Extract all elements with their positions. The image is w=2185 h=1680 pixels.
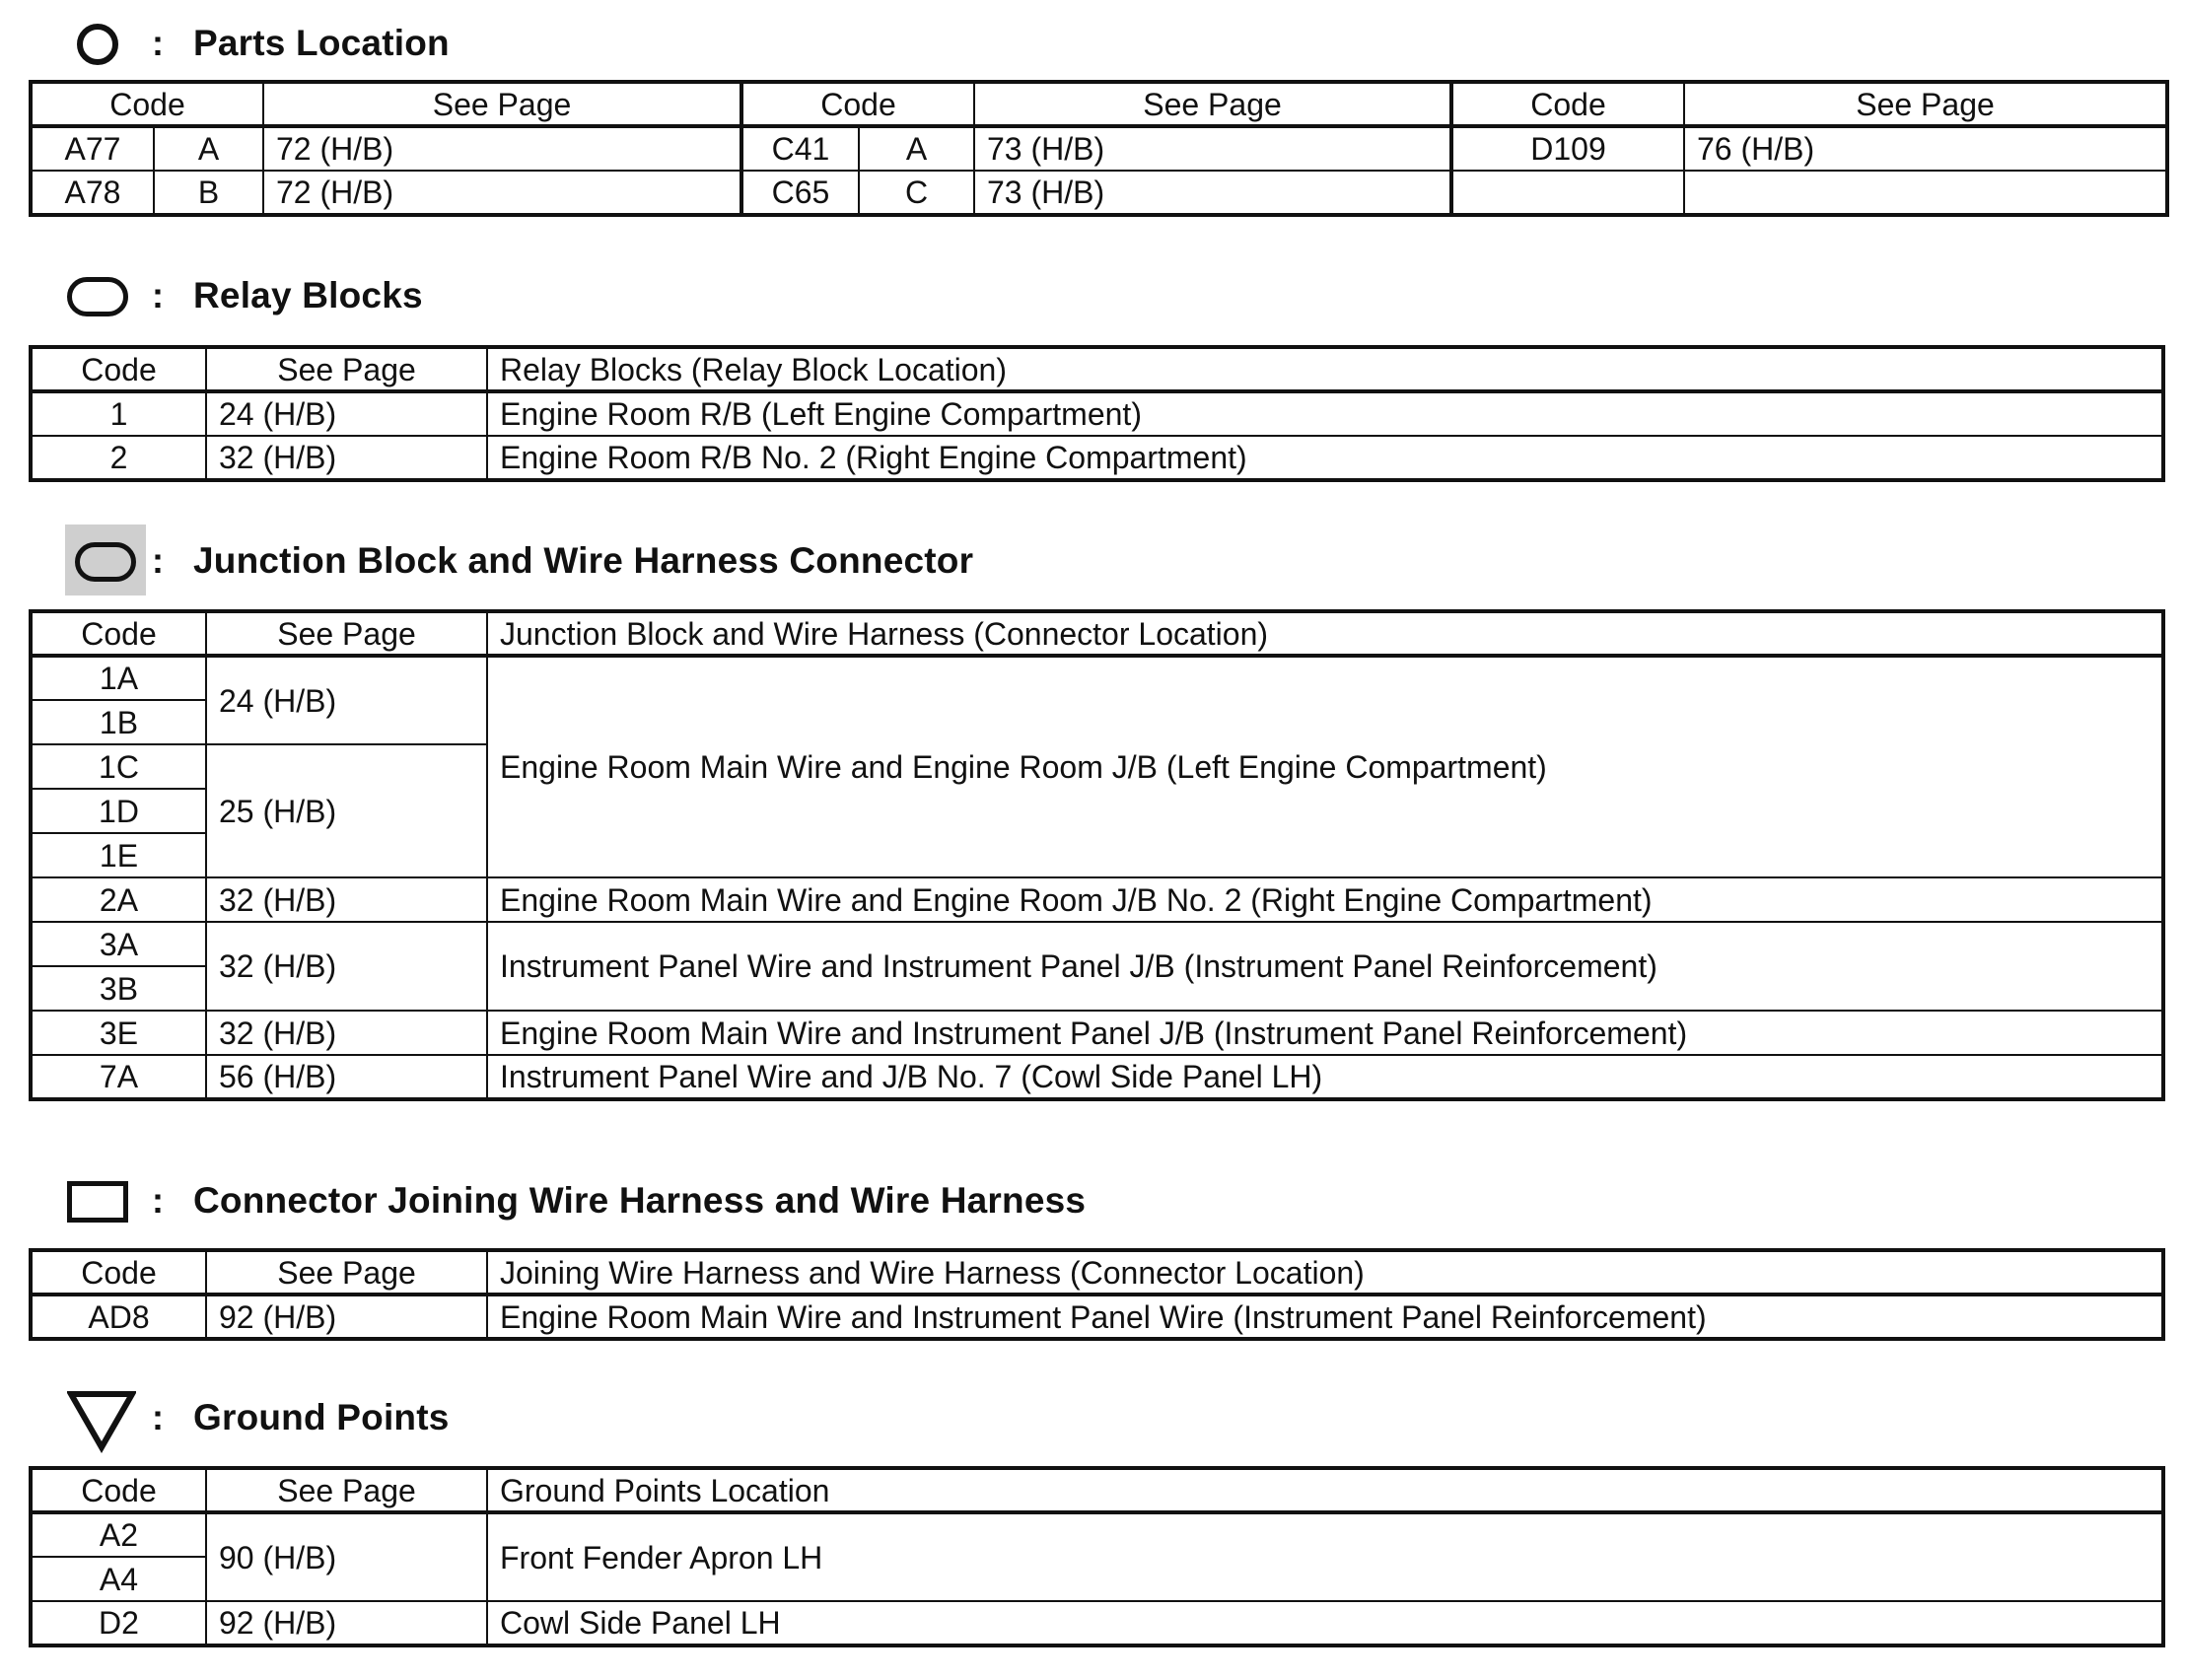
table-header-row [31, 347, 2163, 391]
page-cell: 32 (H/B) [206, 436, 487, 480]
page-cell: 92 (H/B) [206, 1295, 487, 1339]
code-cell: 1 [31, 391, 206, 436]
section-title: Ground Points [193, 1397, 450, 1437]
page-cell: 32 (H/B) [206, 877, 487, 922]
table-header-row [31, 1468, 2163, 1512]
column-header: Code [741, 82, 974, 126]
table-row [31, 436, 2163, 480]
relay-blocks-heading [63, 260, 1444, 331]
column-header: Joining Wire Harness and Wire Harness (Connector Location) [487, 1250, 2163, 1295]
parts-location-table [29, 80, 2169, 217]
page-cell: 72 (H/B) [263, 126, 741, 171]
table-row [31, 1055, 2163, 1099]
code-cell: 1D [31, 789, 206, 833]
column-header: Code [31, 1468, 206, 1512]
table-row [31, 1011, 2163, 1055]
page-cell: 92 (H/B) [206, 1601, 487, 1645]
column-header: See Page [206, 1250, 487, 1295]
junction-block-heading [63, 525, 1444, 596]
code-cell: C41 [741, 126, 859, 171]
code-cell: 3A [31, 922, 206, 966]
heading-colon: : [152, 275, 164, 315]
page-cell: 24 (H/B) [206, 656, 487, 744]
table-header-row [31, 1250, 2163, 1295]
page-cell: 72 (H/B) [263, 171, 741, 215]
page-cell: 24 (H/B) [206, 391, 487, 436]
table-row [31, 171, 2167, 215]
connector-joining-heading [63, 1165, 1444, 1236]
heading-colon: : [152, 23, 164, 63]
table-row [31, 391, 2163, 436]
code-cell: A4 [31, 1557, 206, 1601]
page-cell: 56 (H/B) [206, 1055, 487, 1099]
column-header: See Page [206, 1468, 487, 1512]
section-title: Parts Location [193, 23, 450, 63]
page-cell: 32 (H/B) [206, 922, 487, 1011]
table-row [31, 1512, 2163, 1557]
description-cell: Engine Room Main Wire and Engine Room J/B (Left Engine Compartment) [487, 656, 2163, 877]
section-title: Connector Joining Wire Harness and Wire Harness [193, 1180, 1087, 1221]
table-header-row [31, 82, 2167, 126]
code-cell: D2 [31, 1601, 206, 1645]
code-cell: A2 [31, 1512, 206, 1557]
column-header: See Page [1684, 82, 2167, 126]
description-cell: Instrument Panel Wire and Instrument Panel J/B (Instrument Panel Reinforcement) [487, 922, 2163, 1011]
column-header: Code [31, 82, 263, 126]
code-cell: A78 [31, 171, 154, 215]
relay-blocks-table [29, 345, 2165, 482]
parts-location-heading [63, 8, 1444, 79]
ground-points-heading [63, 1382, 1444, 1453]
page-cell [1684, 171, 2167, 215]
connector-joining-table [29, 1248, 2165, 1341]
section-title: Relay Blocks [193, 275, 423, 315]
code-cell: D109 [1451, 126, 1684, 171]
page-cell: 32 (H/B) [206, 1011, 487, 1055]
code-cell: 2 [31, 436, 206, 480]
table-row [31, 126, 2167, 171]
column-header: Code [31, 347, 206, 391]
page-cell: 90 (H/B) [206, 1512, 487, 1601]
letter-cell: A [154, 126, 263, 171]
page-cell: 76 (H/B) [1684, 126, 2167, 171]
column-header: See Page [263, 82, 741, 126]
section-title: Junction Block and Wire Harness Connector [193, 540, 974, 581]
code-cell: C65 [741, 171, 859, 215]
letter-cell: A [859, 126, 974, 171]
table-row [31, 922, 2163, 966]
page-cell: 73 (H/B) [974, 171, 1451, 215]
code-cell: 3E [31, 1011, 206, 1055]
code-cell: 1E [31, 833, 206, 877]
description-cell: Engine Room Main Wire and Instrument Panel J/B (Instrument Panel Reinforcement) [487, 1011, 2163, 1055]
code-cell: 1C [31, 744, 206, 789]
column-header: Code [1451, 82, 1684, 126]
code-cell: A77 [31, 126, 154, 171]
column-header: Ground Points Location [487, 1468, 2163, 1512]
circle-icon [63, 8, 146, 79]
description-cell: Engine Room Main Wire and Engine Room J/B No. 2 (Right Engine Compartment) [487, 877, 2163, 922]
code-cell: 1B [31, 700, 206, 744]
column-header: Code [31, 1250, 206, 1295]
heading-colon: : [152, 1180, 164, 1221]
column-header: See Page [974, 82, 1451, 126]
table-row [31, 656, 2163, 700]
table-row [31, 1601, 2163, 1645]
page-cell: 73 (H/B) [974, 126, 1451, 171]
column-header: See Page [206, 347, 487, 391]
table-row [31, 1295, 2163, 1339]
code-cell: 7A [31, 1055, 206, 1099]
letter-cell: B [154, 171, 263, 215]
description-cell: Front Fender Apron LH [487, 1512, 2163, 1601]
code-cell: 2A [31, 877, 206, 922]
description-cell: Engine Room R/B (Left Engine Compartment) [487, 391, 2163, 436]
letter-cell: C [859, 171, 974, 215]
code-cell: 3B [31, 966, 206, 1011]
junction-block-table [29, 609, 2165, 1101]
table-row [31, 877, 2163, 922]
table-header-row [31, 611, 2163, 656]
description-cell: Engine Room R/B No. 2 (Right Engine Compartment) [487, 436, 2163, 480]
ground-points-table [29, 1466, 2165, 1647]
heading-colon: : [152, 540, 164, 581]
column-header: Code [31, 611, 206, 656]
code-cell: AD8 [31, 1295, 206, 1339]
rectangle-icon [63, 1165, 146, 1236]
column-header: Relay Blocks (Relay Block Location) [487, 347, 2163, 391]
column-header: See Page [206, 611, 487, 656]
code-cell: 1A [31, 656, 206, 700]
rounded-rectangle-icon [63, 260, 146, 331]
description-cell: Instrument Panel Wire and J/B No. 7 (Cowl Side Panel LH) [487, 1055, 2163, 1099]
heading-colon: : [152, 1397, 164, 1437]
code-cell [1451, 171, 1684, 215]
triangle-icon [63, 1382, 146, 1453]
description-cell: Cowl Side Panel LH [487, 1601, 2163, 1645]
column-header: Junction Block and Wire Harness (Connector Location) [487, 611, 2163, 656]
description-cell: Engine Room Main Wire and Instrument Panel Wire (Instrument Panel Reinforcement) [487, 1295, 2163, 1339]
page-cell: 25 (H/B) [206, 744, 487, 877]
shaded-rounded-rectangle-icon [63, 525, 146, 596]
